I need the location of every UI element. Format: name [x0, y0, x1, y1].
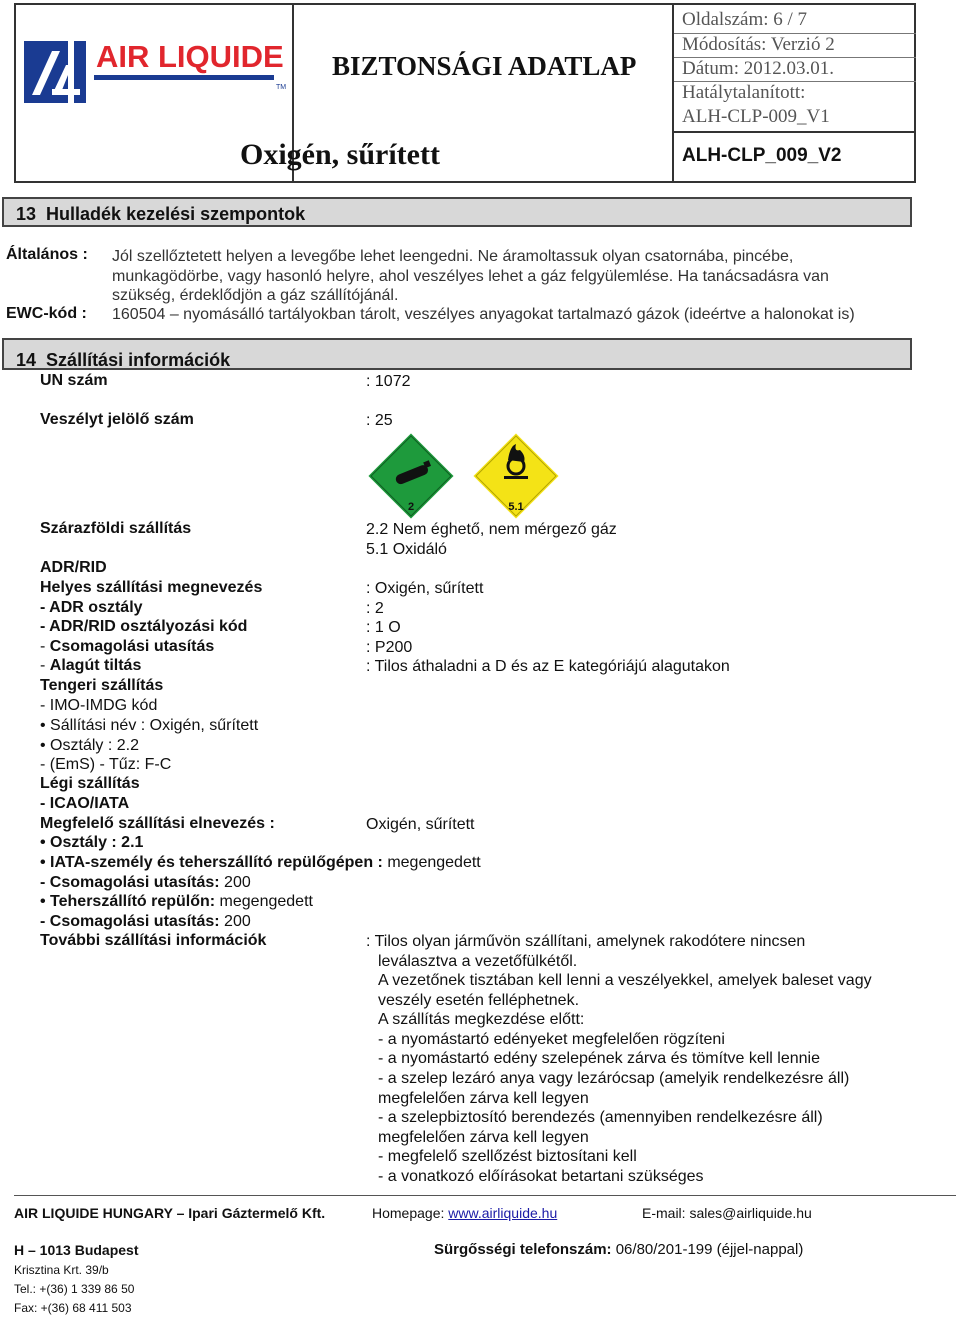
- iata-passenger-row: • IATA-személy és teherszállító repülőgépen : megengedett: [40, 854, 481, 871]
- class-2-pictogram: [365, 430, 457, 522]
- shipping-name-label: Helyes szállítási megnevezés: [40, 579, 263, 596]
- un-number-value: : 1072: [366, 373, 411, 390]
- general-line: szükség, érdeklődjön a gáz szállítójánál.: [112, 287, 399, 304]
- air-class: • Osztály : 2.1: [40, 834, 144, 851]
- further-info-line: veszély esetén felléphetnek.: [378, 992, 580, 1009]
- adr-class-value: : 2: [366, 600, 384, 617]
- logo-wordmark: AIR LIQUIDE: [96, 39, 284, 74]
- further-info-line: - a vonatkozó előírásokat betartani szükséges: [378, 1168, 704, 1185]
- further-info-line: - a szelep lezáró anya vagy lezárócsap (amelyik rendelkezésre áll): [378, 1070, 850, 1087]
- further-info-line: leválasztva a vezetőfülkétől.: [378, 953, 578, 970]
- sea-transport-heading: Tengeri szállítás: [40, 677, 164, 694]
- tunnel-restriction-value: : Tilos áthaladni a D és az E kategóriájú alagutakon: [366, 658, 730, 675]
- footer-tel: Tel.: +(36) 1 339 86 50: [14, 1282, 135, 1296]
- further-info-line: A szállítás megkezdése előtt:: [378, 1011, 585, 1028]
- section-title: Hulladék kezelési szempontok: [46, 204, 306, 224]
- footer-divider: [14, 1195, 956, 1196]
- packing-instruction-label: Csomagolási utasítás: [49, 638, 215, 655]
- homepage-link[interactable]: www.airliquide.hu: [448, 1205, 558, 1221]
- adr-code-label: - ADR/RID osztályozási kód: [40, 618, 248, 635]
- class-number: 2: [407, 501, 415, 513]
- air-liquide-logo: [16, 5, 292, 115]
- further-info-line: - a nyomástartó edény szelepének zárva és tömítve kell lennie: [378, 1050, 821, 1067]
- sea-class: • Osztály : 2.2: [40, 737, 139, 754]
- further-info-line: A vezetőnek tisztában kell lenni a veszélyekkel, amelyek baleset vagy: [378, 972, 872, 989]
- class-5-1-pictogram: [470, 430, 562, 522]
- svg-text:TM: TM: [276, 84, 287, 91]
- icao-iata-line: - ICAO/IATA: [40, 795, 130, 812]
- hazard-number-label: Veszélyt jelölő szám: [40, 411, 194, 428]
- class-number: 5.1: [508, 501, 524, 513]
- supersedes-label: Hatálytalanított:: [682, 82, 806, 103]
- general-label: Általános :: [6, 246, 88, 263]
- revision: Módosítás: Verzió 2: [682, 34, 835, 55]
- footer-street: Krisztina Krt. 39/b: [14, 1263, 109, 1277]
- adr-code-value: : 1 O: [366, 619, 401, 636]
- further-info-label: További szállítási információk: [40, 932, 267, 949]
- sea-shipping-name: • Sállítási név : Oxigén, sűrített: [40, 717, 259, 734]
- footer-fax: Fax: +(36) 68 411 503: [14, 1301, 132, 1315]
- footer-homepage: Homepage: www.airliquide.hu: [372, 1205, 558, 1221]
- imo-imdg-line: - IMO-IMDG kód: [40, 697, 158, 714]
- revision-info: [672, 5, 916, 181]
- further-info-line: - a nyomástartó edényeket megfelelően rögzíteni: [378, 1031, 725, 1048]
- packing-instruction-value: : P200: [366, 639, 413, 656]
- further-info-line: - a szelepbiztosító berendezés (amennyiben rendelkezésre áll): [378, 1109, 823, 1126]
- hazard-number-value: : 25: [366, 412, 393, 429]
- section-number: 13: [16, 204, 37, 224]
- section-14-header: [2, 338, 912, 370]
- ewc-text: 160504 – nyomásálló tartályokban tárolt, veszélyes anyagokat tartalmazó gázok (ideértve a halonokat is): [112, 306, 855, 323]
- land-class-2: 5.1 Oxidáló: [366, 541, 447, 558]
- air-transport-heading: Légi szállítás: [40, 775, 140, 792]
- footer-emergency: Sürgősségi telefonszám: 06/80/201-199 (éjjel-nappal): [434, 1241, 804, 1258]
- adr-class-label: - ADR osztály: [40, 599, 143, 616]
- further-info-line: : Tilos olyan járművön szállítani, amelynek rakodótere nincsen: [366, 933, 806, 950]
- cargo-aircraft-row: • Teherszállító repülőn: megengedett: [40, 893, 313, 910]
- page-number: Oldalszám: 6 / 7: [682, 9, 808, 30]
- document-code: ALH-CLP_009_V2: [682, 145, 842, 166]
- shipping-name-value: : Oxigén, sűrített: [366, 580, 484, 597]
- general-line: munkagödörbe, vagy hasonló helyre, ahol veszélyes lehet a gáz felgyülemlése. Ha tanácsadásra van: [112, 268, 829, 285]
- document-title: BIZTONSÁGI ADATLAP: [332, 51, 637, 81]
- revision-date: Dátum: 2012.03.01.: [682, 58, 834, 79]
- further-info-line: megfelelően zárva kell legyen: [378, 1129, 589, 1146]
- section-title: Szállítási információk: [46, 350, 231, 370]
- proper-name-label: Megfelelő szállítási elnevezés :: [40, 815, 275, 832]
- footer-city: H – 1013 Budapest: [14, 1242, 139, 1258]
- general-line: Jól szellőztetett helyen a levegőbe lehet leengedni. Ne áramoltassuk olyan csatornába, pincébe,: [112, 248, 794, 265]
- un-number-label: UN szám: [40, 372, 108, 389]
- section-13-header: [2, 197, 912, 227]
- supersedes-code: ALH-CLP-009_V1: [682, 106, 830, 127]
- ems-line: - (EmS) - Tűz: F-C: [40, 756, 172, 773]
- packing-instruction-row: - Csomagolási utasítás: [40, 638, 215, 655]
- document-header: [14, 3, 916, 183]
- section-number: 14: [16, 350, 37, 370]
- land-transport-label: Szárazföldi szállítás: [40, 520, 192, 537]
- product-name: Oxigén, sűrített: [240, 138, 440, 171]
- ewc-label: EWC-kód :: [6, 305, 87, 322]
- adr-rid-heading: ADR/RID: [40, 559, 107, 576]
- further-info-line: - megfelelő szellőzést biztosítani kell: [378, 1148, 637, 1165]
- further-info-line: megfelelően zárva kell legyen: [378, 1090, 589, 1107]
- footer-company: AIR LIQUIDE HUNGARY – Ipari Gáztermelő Kft.: [14, 1205, 326, 1221]
- proper-name-value: Oxigén, sűrített: [366, 816, 475, 833]
- tunnel-restriction-row: - Alagút tiltás: [40, 657, 142, 674]
- footer-email: E-mail: sales@airliquide.hu: [642, 1205, 812, 1221]
- tunnel-restriction-label: Alagút tiltás: [49, 657, 142, 674]
- packing-instruction-row: - Csomagolási utasítás: 200: [40, 874, 251, 891]
- land-class-1: 2.2 Nem éghető, nem mérgező gáz: [366, 521, 617, 538]
- packing-instruction-row: - Csomagolási utasítás: 200: [40, 913, 251, 930]
